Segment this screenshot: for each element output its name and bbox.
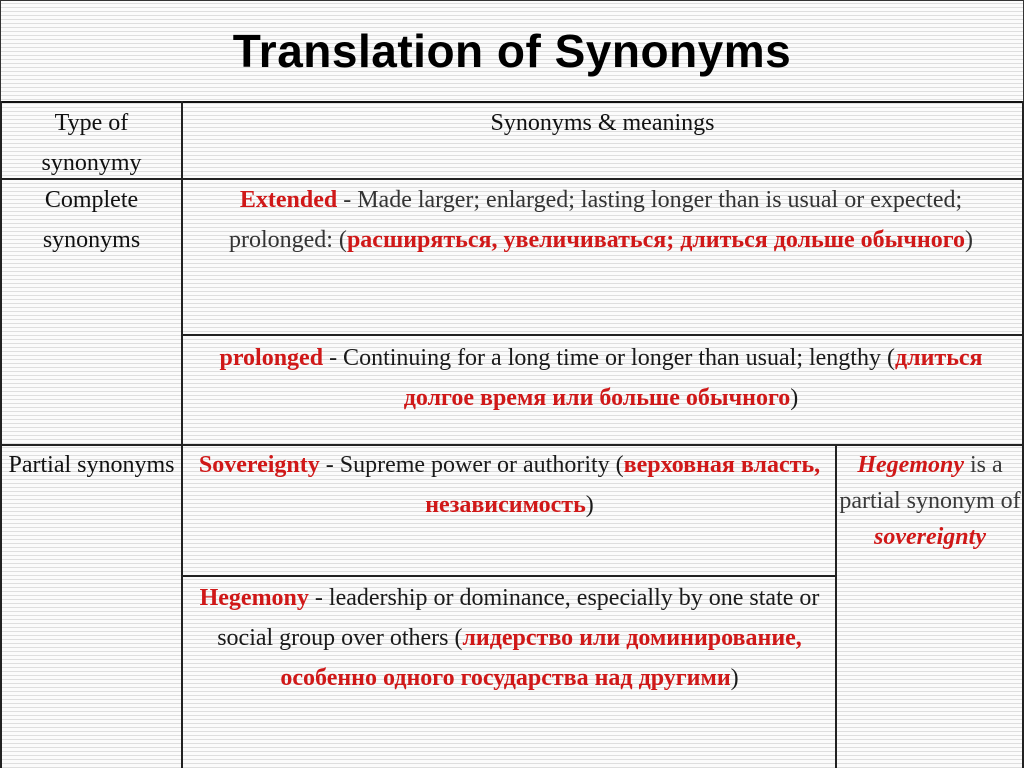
word-hegemony: Hegemony [199,585,309,611]
column-divider [181,101,183,768]
word-extended: Extended [239,187,338,213]
entry-sovereignty [186,445,833,525]
note-word-sovereignty: sovereignty [874,524,986,550]
type-complete-synonyms: Complete synonyms [42,187,141,253]
translation-extended: расширяться, увеличиваться; длиться дольше обычного [346,227,966,253]
entry-hegemony [186,578,833,698]
translation-hegemony: лидерство или доминирование, особенно одного государства над другими [280,625,802,691]
translation-sovereignty: верховная власть, независимость [425,452,821,518]
header-type-of-synonymy: Type of synonymy [41,110,142,176]
note-column-divider [835,446,837,768]
close-paren: ) [730,665,739,691]
note-word-hegemony: Hegemony [857,452,964,478]
entry-extended [186,180,1016,260]
close-paren: ) [965,227,974,253]
title-bar [0,0,1024,103]
close-paren: ) [790,385,799,411]
definition-extended: - Made larger; enlarged; lasting longer than is usual or expected; prolonged: ( [228,187,963,253]
complete-row-divider [181,334,1024,336]
definition-sovereignty: - Supreme power or authority ( [319,452,624,478]
definition-prolonged: - Continuing for a long time or longer than usual; lengthy ( [323,345,895,371]
header-synonyms-meanings: Synonyms & meanings [490,110,715,136]
translation-prolonged: длиться долгое время или больше обычного [403,345,983,411]
page-title: Translation of Synonyms [232,25,792,77]
type-partial-synonyms: Partial synonyms [8,452,175,478]
word-prolonged: prolonged [219,345,324,371]
partial-row-divider [181,575,836,577]
entry-prolonged [186,338,1016,418]
close-paren: ) [585,492,594,518]
synonyms-table [0,101,1024,768]
word-sovereignty: Sovereignty [198,452,320,478]
note-middle-text: is a partial synonym of [839,452,1021,514]
partial-synonym-note [838,445,1022,555]
definition-hegemony: - leadership or dominance, especially by one state or social group over others ( [217,585,820,651]
